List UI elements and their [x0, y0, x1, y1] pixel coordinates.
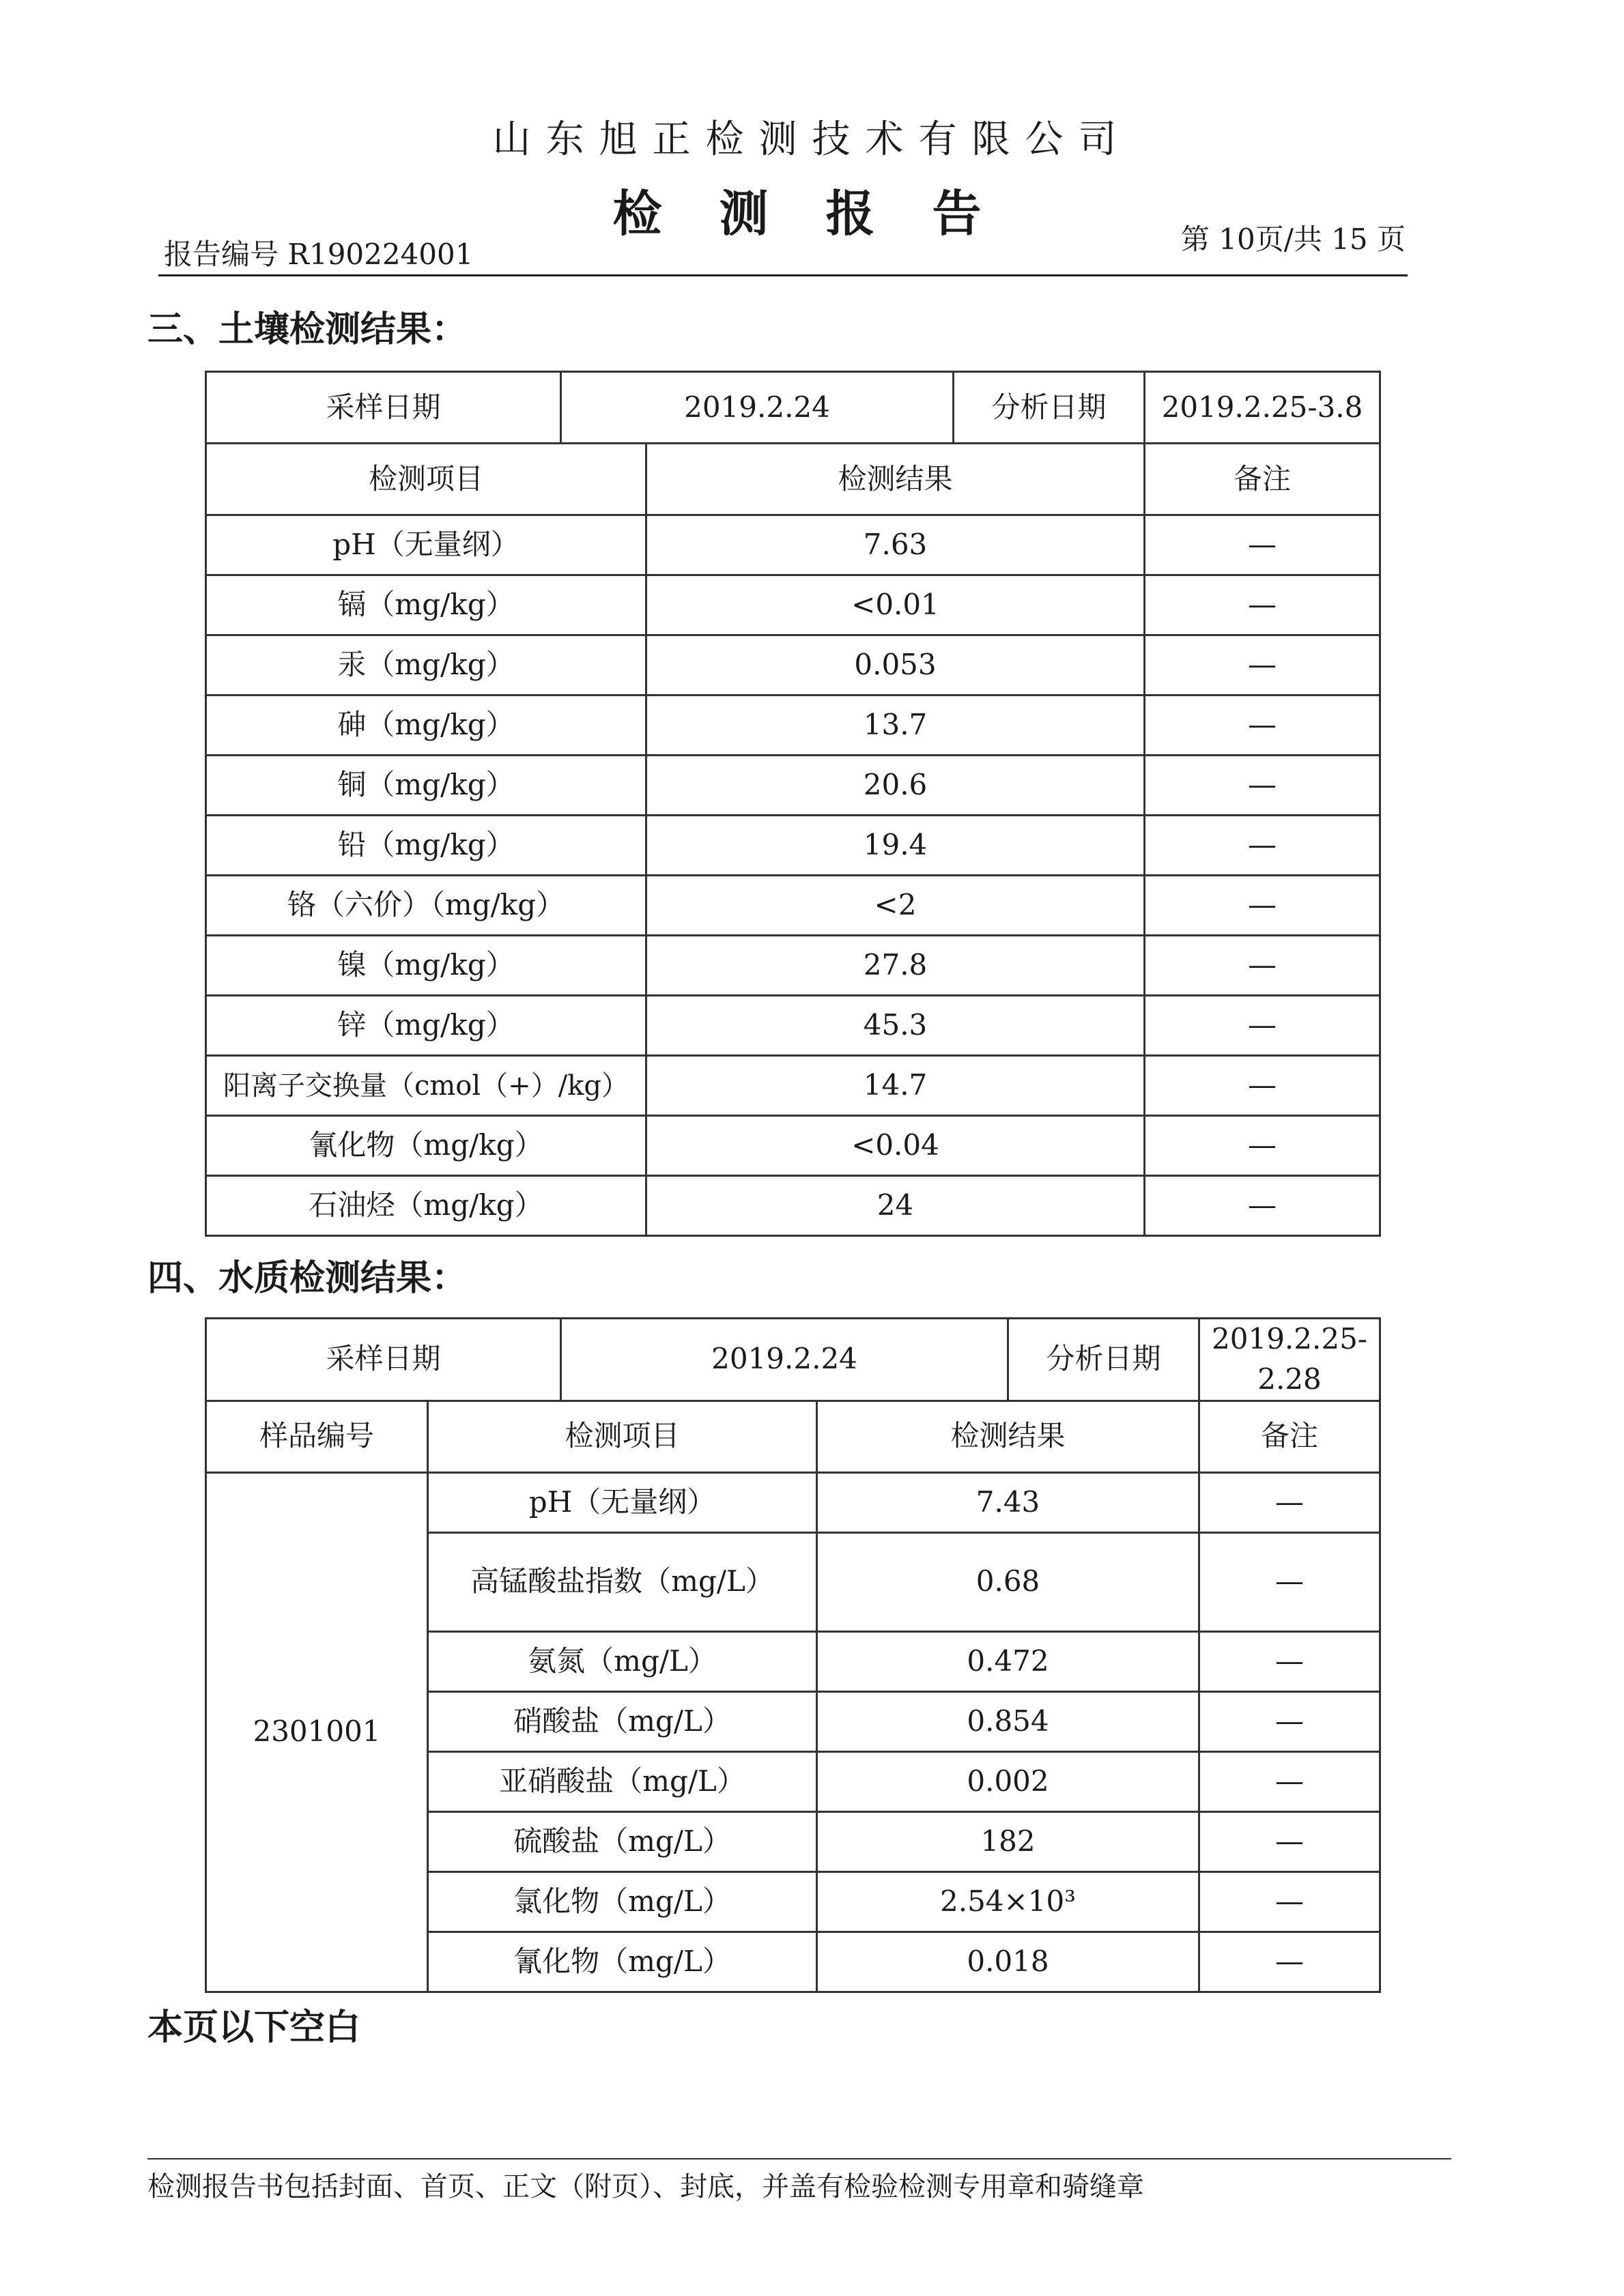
- report-title: 检测报告: [612, 184, 1039, 242]
- note-cell: —: [1145, 515, 1380, 575]
- result-cell: <0.01: [646, 575, 1145, 635]
- result-cell: 19.4: [646, 816, 1145, 876]
- analysis-date-value: 2019.2.25-3.8: [1145, 372, 1380, 444]
- soil-results-table: [205, 371, 1381, 1237]
- water-header-row: [206, 1401, 1380, 1472]
- note-cell: —: [1145, 876, 1380, 936]
- item-cell: 氨氮（mg/L）: [428, 1631, 817, 1691]
- result-cell: 24: [646, 1176, 1145, 1236]
- column-header-note: 备注: [1145, 444, 1380, 515]
- note-cell: —: [1145, 635, 1380, 695]
- result-cell: 2.54×10³: [817, 1871, 1199, 1932]
- item-cell: 氰化物（mg/L）: [428, 1932, 817, 1992]
- sample-no-cell: 2301001: [206, 1472, 428, 1992]
- item-cell: 铜（mg/kg）: [206, 756, 646, 816]
- item-cell: 汞（mg/kg）: [206, 635, 646, 695]
- note-cell: —: [1199, 1811, 1380, 1871]
- column-header-sample-no: 样品编号: [206, 1401, 428, 1472]
- note-cell: —: [1199, 1472, 1380, 1532]
- result-cell: 0.854: [817, 1691, 1199, 1751]
- note-cell: —: [1199, 1532, 1380, 1631]
- footer-note: 检测报告书包括封面、首页、正文（附页）、封底，并盖有检验检测专用章和骑缝章: [147, 2171, 1144, 2202]
- result-cell: 0.002: [817, 1751, 1199, 1811]
- item-cell: pH（无量纲）: [428, 1472, 817, 1532]
- note-cell: —: [1199, 1871, 1380, 1932]
- item-cell: 铅（mg/kg）: [206, 816, 646, 876]
- note-cell: —: [1145, 695, 1380, 756]
- table-row: [206, 756, 1380, 816]
- column-header-item: 检测项目: [206, 444, 646, 515]
- note-cell: —: [1145, 575, 1380, 635]
- item-cell: 阳离子交换量（cmol（+）/kg）: [206, 1056, 646, 1116]
- column-header-result: 检测结果: [646, 444, 1145, 515]
- footer-rule: [147, 2158, 1451, 2159]
- table-row: [206, 816, 1380, 876]
- table-row: [206, 1472, 1380, 1532]
- sampling-date-value: 2019.2.24: [561, 1319, 1008, 1401]
- result-cell: 0.472: [817, 1631, 1199, 1691]
- item-cell: 硫酸盐（mg/L）: [428, 1811, 817, 1871]
- table-row: [206, 575, 1380, 635]
- note-cell: —: [1199, 1691, 1380, 1751]
- table-row: [206, 1176, 1380, 1236]
- note-cell: —: [1145, 936, 1380, 996]
- water-section-heading: 四、水质检测结果：: [147, 1258, 468, 1299]
- table-row: [206, 936, 1380, 996]
- report-number: 报告编号 R190224001: [164, 238, 474, 271]
- note-cell: —: [1199, 1751, 1380, 1811]
- table-row: [206, 876, 1380, 936]
- table-row: [206, 635, 1380, 695]
- table-row: [206, 1056, 1380, 1116]
- result-cell: 13.7: [646, 695, 1145, 756]
- note-cell: —: [1199, 1631, 1380, 1691]
- result-cell: <2: [646, 876, 1145, 936]
- column-header-result: 检测结果: [817, 1401, 1199, 1472]
- analysis-date-label: 分析日期: [954, 372, 1145, 444]
- result-cell: 7.63: [646, 515, 1145, 575]
- result-cell: <0.04: [646, 1116, 1145, 1176]
- note-cell: —: [1145, 1116, 1380, 1176]
- analysis-date-value: 2019.2.25-2.28: [1199, 1319, 1380, 1401]
- soil-section-heading: 三、土壤检测结果：: [147, 309, 468, 350]
- result-cell: 0.053: [646, 635, 1145, 695]
- blank-page-note: 本页以下空白: [147, 2007, 361, 2048]
- result-cell: 14.7: [646, 1056, 1145, 1116]
- water-results-table: [205, 1317, 1381, 1993]
- result-cell: 7.43: [817, 1472, 1199, 1532]
- item-cell: 镍（mg/kg）: [206, 936, 646, 996]
- table-row: [206, 515, 1380, 575]
- item-cell: 砷（mg/kg）: [206, 695, 646, 756]
- note-cell: —: [1199, 1932, 1380, 1992]
- company-name: 山东旭正检测技术有限公司: [492, 117, 1132, 162]
- result-cell: 182: [817, 1811, 1199, 1871]
- note-cell: —: [1145, 1176, 1380, 1236]
- item-cell: pH（无量纲）: [206, 515, 646, 575]
- result-cell: 27.8: [646, 936, 1145, 996]
- item-cell: 氯化物（mg/L）: [428, 1871, 817, 1932]
- analysis-date-label: 分析日期: [1008, 1319, 1199, 1401]
- sampling-date-value: 2019.2.24: [561, 372, 954, 444]
- header-rule: [158, 274, 1408, 276]
- soil-date-row: [206, 372, 1380, 444]
- table-row: [206, 1116, 1380, 1176]
- result-cell: 20.6: [646, 756, 1145, 816]
- result-cell: 0.018: [817, 1932, 1199, 1992]
- result-cell: 0.68: [817, 1532, 1199, 1631]
- result-cell: 45.3: [646, 996, 1145, 1056]
- item-cell: 亚硝酸盐（mg/L）: [428, 1751, 817, 1811]
- note-cell: —: [1145, 756, 1380, 816]
- column-header-item: 检测项目: [428, 1401, 817, 1472]
- sampling-date-label: 采样日期: [206, 372, 561, 444]
- item-cell: 高锰酸盐指数（mg/L）: [428, 1532, 817, 1631]
- page-info: 第 10页/共 15 页: [1180, 223, 1406, 256]
- soil-header-row: [206, 444, 1380, 515]
- water-date-row: [206, 1319, 1380, 1401]
- note-cell: —: [1145, 996, 1380, 1056]
- sampling-date-label: 采样日期: [206, 1319, 561, 1401]
- item-cell: 镉（mg/kg）: [206, 575, 646, 635]
- table-row: [206, 695, 1380, 756]
- table-row: [206, 996, 1380, 1056]
- item-cell: 铬（六价）（mg/kg）: [206, 876, 646, 936]
- note-cell: —: [1145, 816, 1380, 876]
- note-cell: —: [1145, 1056, 1380, 1116]
- item-cell: 硝酸盐（mg/L）: [428, 1691, 817, 1751]
- item-cell: 锌（mg/kg）: [206, 996, 646, 1056]
- column-header-note: 备注: [1199, 1401, 1380, 1472]
- item-cell: 氰化物（mg/kg）: [206, 1116, 646, 1176]
- item-cell: 石油烃（mg/kg）: [206, 1176, 646, 1236]
